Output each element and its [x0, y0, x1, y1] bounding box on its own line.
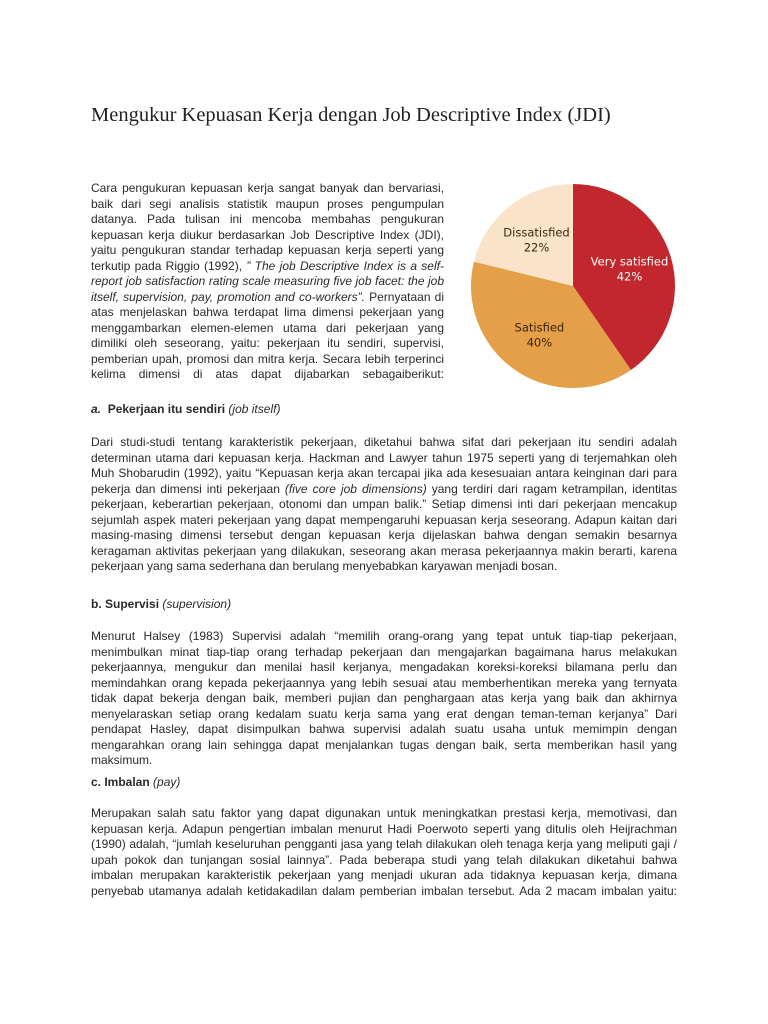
section-a-heading: [91, 402, 280, 417]
section-c-title-en: (pay): [153, 775, 181, 789]
intro-text-2: Pernyataan di atas menjelaskan bahwa terdapat lima dimensi pekerjaan yang menggambarkan elemen-elemen utama dari pekerjaan yang dimiliki oleh seseorang, yaitu: pekerjaan itu sendiri, supervisi, pemberian upah, promosi dan mitra kerja. Secara lebih terperinci kelima dimensi di atas dapat dijabarkan sebagaiberikut:: [91, 289, 445, 381]
section-b-heading: [91, 597, 231, 612]
page-title: Mengukur Kepuasan Kerja dengan Job Descriptive Index (JDI): [91, 104, 611, 126]
section-b-paragraph: Menurut Halsey (1983) Supervisi adalah “memilih orang-orang yang tepat untuk tiap-tiap pekerjaan, menimbulkan minat tiap-tiap orang terhadap pekerjaan dan mengajarkan bagaimana harus melakukan pekerjaannya, mengukur dan menilai hasil kerjanya, mengadakan koreksi-koreksi bilamana perlu dan memindahkan orang kepada pekerjaannya yang lebih sesuai atau memberhentikan mereka yang ternyata tidak dapat bekerja dengan baik, memberi pujian dan penghargaan atas kerja yang baik dan akhirnya menyelaraskan setiap orang kedalam suatu kerja sama yang erat dengan teman-teman kerjanya” Dari pendapat Hasley, dapat disimpulkan bahwa supervisi adalah suatu usaha untuk memimpin dengan mengarahkan orang lain sehingga dapat menjalankan tugas dengan baik, serta memberikan hasil yang maksimum.: [91, 629, 677, 767]
pie-label-value: 42%: [616, 269, 643, 284]
pie-label-category: Satisfied: [514, 320, 565, 335]
section-a-italic: (five core job dimensions): [284, 481, 427, 496]
pie-label-value: 22%: [523, 240, 550, 255]
section-a-paragraph: [91, 435, 677, 575]
section-c-heading: [91, 775, 180, 790]
section-a-letter: a.: [91, 402, 102, 416]
pie-label-category: Very satisfied: [590, 254, 669, 269]
section-c-paragraph: Merupakan salah satu faktor yang dapat digunakan untuk meningkatkan prestasi kerja, memotivasi, dan kepuasan kerja. Adapun pengertian imbalan menurut Hadi Poerwoto seperti yang ditulis oleh Heijrachman (1990) adalah, “jumlah keseluruhan pengganti jasa yang telah dilakukan oleh tenaga kerja yang meliputi gaji / upah pokok dan tunjangan sosial lainnya”. Pada beberapa studi yang telah dilakukan diketahui bahwa imbalan merupakan karakteristik pekerjaan yang menjadi ukuran ada tidaknya kepuasan kerja, dimana penyebab utamanya adalah ketidakadilan dalam pemberian imbalan tersebut. Ada 2 macam imbalan yaitu:: [91, 806, 677, 898]
pie-label-category: Dissatisfied: [503, 225, 570, 240]
section-a-text-1: Dari studi-studi tentang karakteristik pekerjaan, diketahui bahwa sifat dari pekerjaan itu sendiri adalah determinan utama dari kepuasan kerja. Hackman and Lawyer tahun 1975 seperti yang di terjemahkan oleh Muh Shobarudin (1992), yaitu “Kepuasan kerja akan tercapai jika ada kesesuaian antara keinginan dari para pekerja dan dimensi inti pekerjaan: [91, 435, 677, 496]
section-b-title: b. Supervisi: [91, 597, 160, 611]
intro-paragraph: [91, 181, 444, 383]
section-a-title: Pekerjaan itu sendiri: [107, 402, 226, 416]
section-b-title-en: (supervision): [162, 597, 232, 611]
intro-quote: ” The job Descriptive Index is a self-report job satisfaction rating scale measuring five job facet: the job itself, supervision, pay, promotion and co-workers”.: [91, 258, 444, 304]
pie-label-value: 40%: [526, 335, 553, 350]
intro-text-1: Cara pengukuran kepuasan kerja sangat banyak dan bervariasi, baik dari segi analisis statistik maupun proses pengumpulan datanya. Pada tulisan ini mencoba membahas pengukuran kepuasan kerja diukur berdasarkan Job Descriptive Index (JDI), yaitu pengukuran standar terhadap kepuasan kerja seperti yang terkutip pada Riggio (1992),: [91, 181, 444, 273]
pie-chart-svg: [470, 183, 676, 389]
section-a-title-en: (job itself): [228, 402, 281, 416]
satisfaction-pie-chart: [470, 183, 676, 389]
section-a-text-2: yang terdiri dari ragam ketrampilan, identitas pekerjaan, keberartian pekerjaan, otonomi dan umpan balik.” Setiap dimensi inti dari pekerjaan mencakup sejumlah aspek materi pekerjaan yang dapat mempengaruhi kepuasan kerja seseorang. Adapun kaitan dari masing-masing dimensi tersebut dengan kepuasan kerja dijelaskan bahwa dengan semakin besarnya keragaman aktivitas pekerjaan yang dilakukan, seseorang akan merasa pekerjaannya makin berarti, karena pekerjaan yang sama sederhana dan berulang menyebabkan karyawan menjadi bosan.: [91, 481, 677, 573]
section-c-title: c. Imbalan: [91, 775, 150, 789]
